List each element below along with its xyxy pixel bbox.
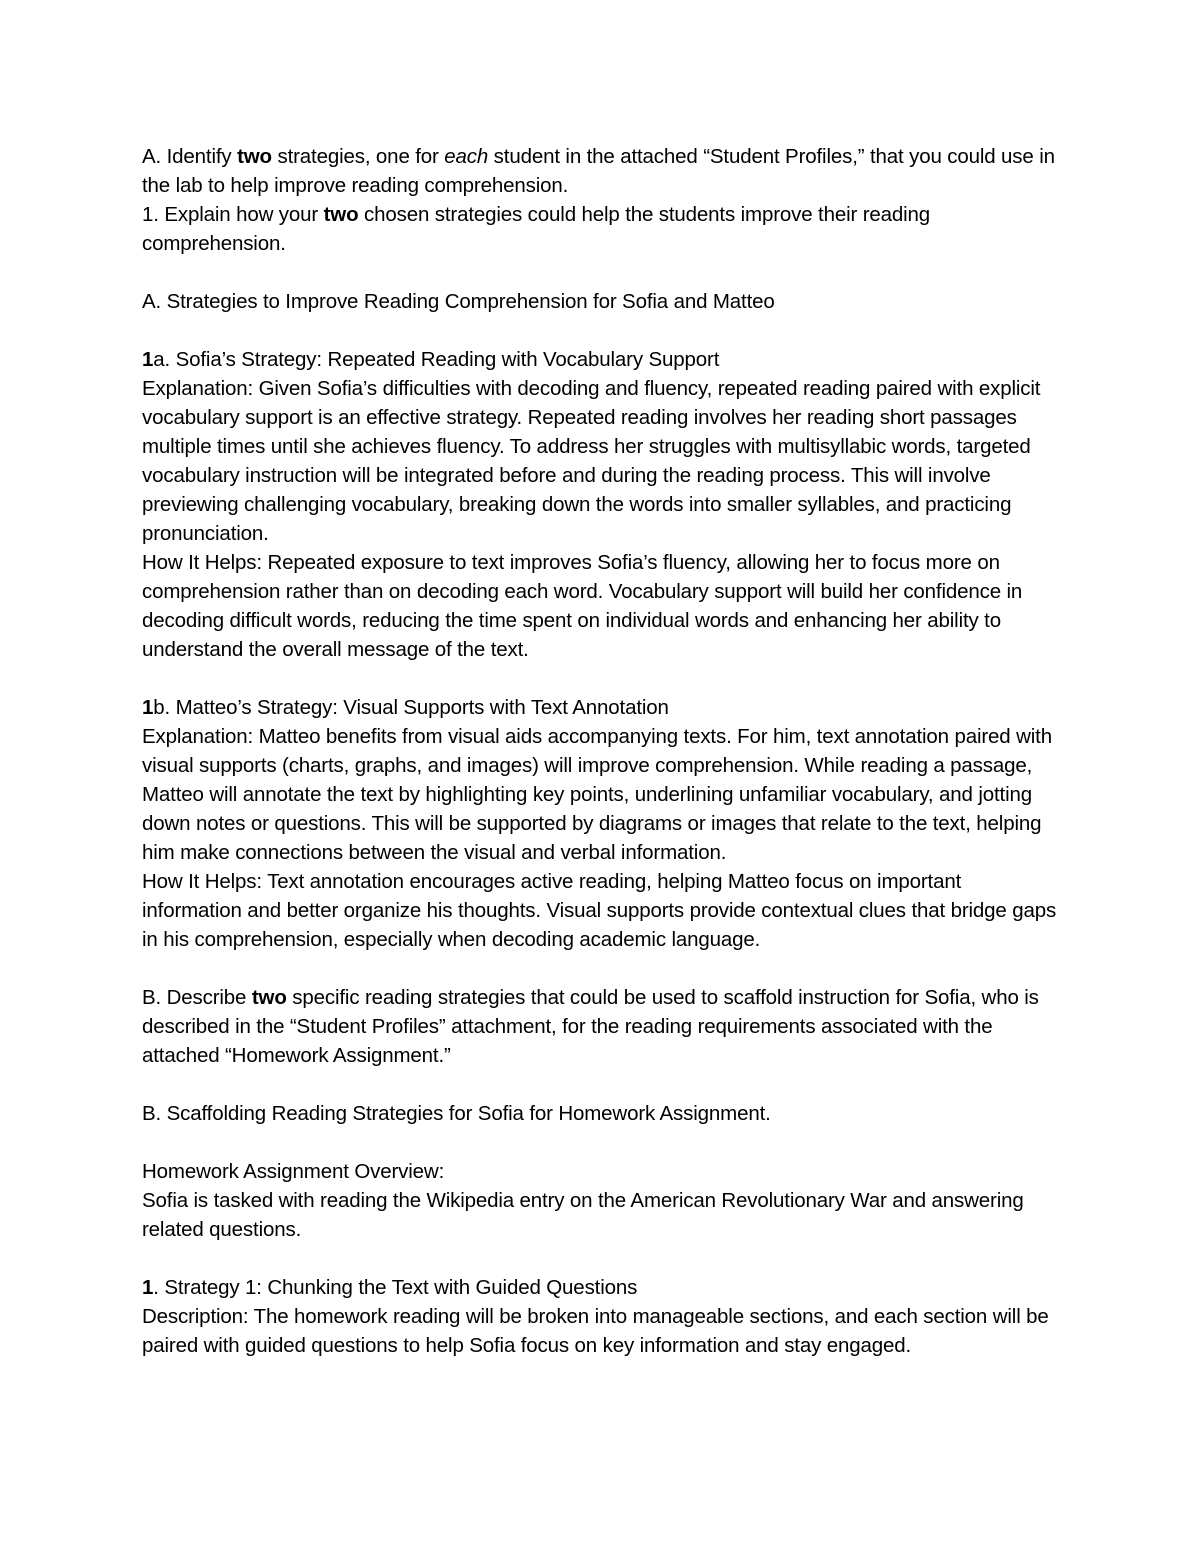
strategy1-heading-text: . Strategy 1: Chunking the Text with Guided Questions — [153, 1276, 638, 1299]
spacer — [142, 664, 1062, 693]
spacer — [142, 954, 1062, 983]
section-a-title: A. Strategies to Improve Reading Comprehension for Sofia and Matteo — [142, 290, 775, 313]
sofia-heading-text: a. Sofia’s Strategy: Repeated Reading with Vocabulary Support — [153, 348, 720, 371]
prompt-b-bold: two — [251, 986, 287, 1009]
strategy1-heading — [142, 1273, 1062, 1302]
sofia-how-it-helps: How It Helps: Repeated exposure to text improves Sofia’s fluency, allowing her to focus more on comprehension rather than on decoding each word. Vocabulary support will build her confidence in decoding difficult words, reducing the time spent on individual words and enhancing her ability to understand the overall message of the text. — [142, 551, 1023, 661]
strategy1-description: Description: The homework reading will be broken into manageable sections, and each section will be paired with guided questions to help Sofia focus on key information and stay engaged. — [142, 1305, 1049, 1357]
prompt-b-text-1: B. Describe — [142, 986, 252, 1009]
prompt-b — [142, 983, 1062, 1070]
prompt-a1-text-2: chosen strategies could help the students improve their reading comprehension. — [142, 203, 931, 255]
prompt-a — [142, 142, 1062, 200]
spacer — [142, 316, 1062, 345]
prompt-b-text-2: specific reading strategies that could be used to scaffold instruction for Sofia, who is described in the “Student Profiles” attachment, for the reading requirements associated with the attached “Homework Assignment.” — [142, 986, 1039, 1067]
prompt-a1 — [142, 200, 1062, 258]
prompt-a1-bold: two — [323, 203, 359, 226]
overview-text: Sofia is tasked with reading the Wikipedia entry on the American Revolutionary War and answering related questions. — [142, 1189, 1024, 1241]
matteo-explanation: Explanation: Matteo benefits from visual aids accompanying texts. For him, text annotation paired with visual supports (charts, graphs, and images) will improve comprehension. While reading a passage, Matteo will annotate the text by highlighting key points, underlining unfamiliar vocabulary, and jotting down notes or questions. This will be supported by diagrams or images that relate to the text, helping him make connections between the visual and verbal information. — [142, 725, 1052, 864]
prompt-a1-text-1: 1. Explain how your — [142, 203, 324, 226]
sofia-heading-num: 1 — [142, 348, 154, 371]
prompt-a-italic: each — [444, 145, 489, 168]
strategy1-heading-num: 1 — [142, 1276, 154, 1299]
document-body — [142, 142, 1062, 1360]
prompt-a-text-1: A. Identify — [142, 145, 238, 168]
matteo-heading-text: b. Matteo’s Strategy: Visual Supports with Text Annotation — [153, 696, 669, 719]
sofia-explanation: Explanation: Given Sofia’s difficulties with decoding and fluency, repeated reading paired with explicit vocabulary support is an effective strategy. Repeated reading involves her reading short passages multiple times until she achieves fluency. To address her struggles with multisyllabic words, targeted vocabulary instruction will be integrated before and during the reading process. This will involve previewing challenging vocabulary, breaking down the words into smaller syllables, and practicing pronunciation. — [142, 377, 1041, 545]
prompt-a-text-3: student in the attached “Student Profiles,” that you could use in the lab to help improve reading comprehension. — [142, 145, 1055, 197]
spacer — [142, 1070, 1062, 1099]
matteo-how-it-helps: How It Helps: Text annotation encourages active reading, helping Matteo focus on important information and better organize his thoughts. Visual supports provide contextual clues that bridge gaps in his comprehension, especially when decoding academic language. — [142, 870, 1057, 951]
matteo-heading-num: 1 — [142, 696, 154, 719]
prompt-a-bold: two — [237, 145, 272, 168]
overview-heading: Homework Assignment Overview: — [142, 1160, 445, 1183]
spacer — [142, 258, 1062, 287]
sofia-heading — [142, 345, 1062, 374]
prompt-a-text-2: strategies, one for — [271, 145, 445, 168]
spacer — [142, 1128, 1062, 1157]
matteo-heading — [142, 693, 1062, 722]
section-b-title: B. Scaffolding Reading Strategies for Sofia for Homework Assignment. — [142, 1102, 771, 1125]
spacer — [142, 1244, 1062, 1273]
